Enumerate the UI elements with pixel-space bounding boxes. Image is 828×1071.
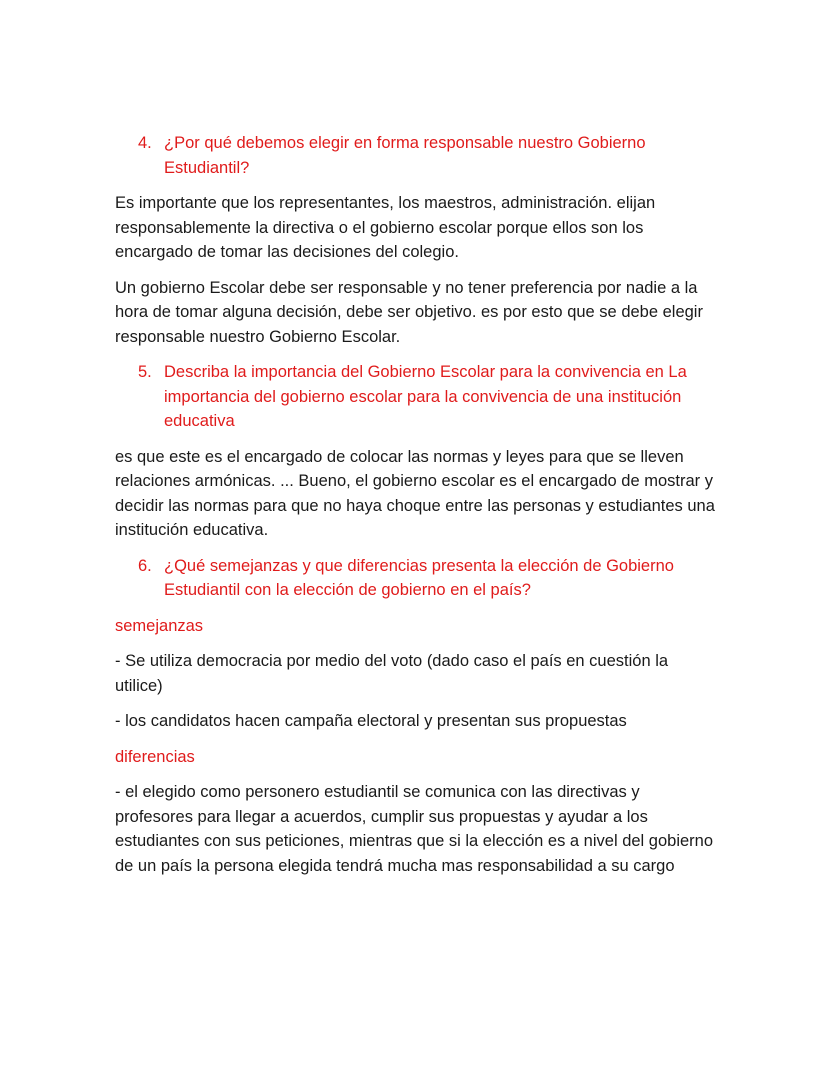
subheading-semejanzas: semejanzas bbox=[115, 616, 204, 635]
question-6 bbox=[138, 554, 715, 603]
question-4 bbox=[138, 131, 715, 180]
semejanza-item-1: - Se utiliza democracia por medio del voto (dado caso el país en cuestión la utilice) bbox=[115, 652, 669, 695]
subheading-diferencias: diferencias bbox=[115, 747, 195, 766]
question-5-text: Describa la importancia del Gobierno Escolar para la convivencia en La importancia del gobierno escolar para la convivencia de una institución educativa bbox=[164, 363, 687, 430]
answer-5-paragraph: es que este es el encargado de colocar las normas y leyes para que se lleven relaciones armónicas. ... Bueno, el gobierno escolar es el encargado de mostrar y decidir las normas para que no haya choque entre las personas y estudiantes una institución educativa. bbox=[115, 447, 715, 539]
question-5-number: 5. bbox=[138, 363, 152, 381]
question-6-text: ¿Qué semejanzas y que diferencias presenta la elección de Gobierno Estudiantil con la elección de gobierno en el país? bbox=[164, 556, 674, 599]
semejanza-item-2: - los candidatos hacen campaña electoral y presentan sus propuestas bbox=[115, 712, 627, 730]
answer-4-paragraph-2: Un gobierno Escolar debe ser responsable y no tener preferencia por nadie a la hora de tomar alguna decisión, debe ser objetivo. es por esto que se debe elegir responsable nuestro Gobierno Escolar. bbox=[115, 278, 703, 346]
document-content bbox=[115, 131, 715, 889]
question-4-text: ¿Por qué debemos elegir en forma responsable nuestro Gobierno Estudiantil? bbox=[164, 134, 646, 177]
answer-4-paragraph-1: Es importante que los representantes, los maestros, administración. elijan responsablemente la directiva o el gobierno escolar porque ellos son los encargado de tomar las decisiones del colegio. bbox=[115, 194, 656, 261]
question-6-number: 6. bbox=[138, 556, 152, 575]
question-5 bbox=[138, 360, 715, 434]
diferencia-item-1: - el elegido como personero estudiantil se comunica con las directivas y profesores para llegar a acuerdos, cumplir sus propuestas y ayudar a los estudiantes con sus peticiones, mientras que si la elección es a nivel del gobierno de un país la persona elegida tendrá mucha mas responsabilidad a su cargo bbox=[115, 783, 714, 875]
question-4-number: 4. bbox=[138, 134, 152, 152]
